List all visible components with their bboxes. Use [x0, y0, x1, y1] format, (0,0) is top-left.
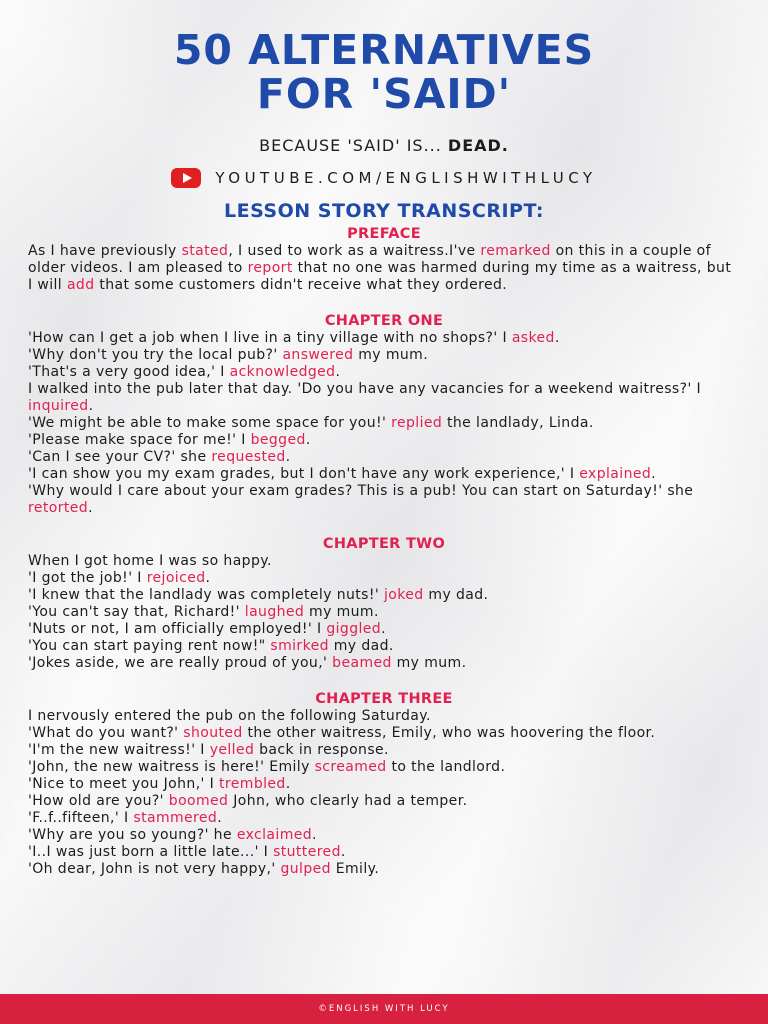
- said-alternative: shouted: [183, 725, 243, 741]
- said-alternative: asked: [511, 330, 555, 346]
- said-alternative: laughed: [244, 604, 305, 620]
- story-text: that no one was harmed during my time as a waitress, but I will: [28, 260, 732, 293]
- section-text: [28, 243, 740, 294]
- subtitle-text: BECAUSE 'SAID' IS...: [259, 136, 448, 155]
- story-text: 'We might be able to make some space for you!': [28, 415, 392, 431]
- story-text: 'I can show you my exam grades, but I don't have any work experience,' I: [28, 466, 580, 482]
- story-text: my dad.: [423, 587, 489, 603]
- story-line: [28, 483, 740, 517]
- story-text: 'How old are you?': [28, 793, 169, 809]
- story-text: When I got home I was so happy.: [28, 553, 272, 569]
- story-text: 'F..f..fifteen,' I: [28, 810, 134, 826]
- said-alternative: beamed: [332, 655, 392, 671]
- youtube-icon: [171, 168, 201, 188]
- story-text: .: [651, 466, 657, 482]
- story-line: [28, 432, 740, 449]
- story-text: 'Why don't you try the local pub?': [28, 347, 283, 363]
- story-text: 'Why would I care about your exam grades? This is a pub! You can start on Saturday!' she: [28, 483, 694, 499]
- story-line: [28, 827, 740, 844]
- story-text: my mum.: [304, 604, 379, 620]
- story-line: [28, 364, 740, 381]
- story-text: 'Please make space for me!' I: [28, 432, 251, 448]
- story-text: my dad.: [328, 638, 394, 654]
- story-text: .: [285, 776, 291, 792]
- story-text: .: [312, 827, 317, 843]
- story-text: to the landlord.: [386, 759, 506, 775]
- said-alternative: inquired: [28, 398, 89, 414]
- story-text: 'Nuts or not, I am officially employed!' I: [28, 621, 327, 637]
- story-text: .: [554, 330, 560, 346]
- said-alternative: report: [247, 260, 293, 276]
- story-text: .: [88, 398, 94, 414]
- story-text: my mum.: [353, 347, 429, 363]
- story-text: 'I..I was just born a little late...' I: [28, 844, 274, 860]
- story-line: [28, 793, 740, 810]
- said-alternative: screamed: [314, 759, 387, 775]
- said-alternative: stated: [181, 243, 229, 259]
- subtitle-bold: DEAD.: [447, 136, 509, 155]
- story-text: .: [335, 364, 341, 380]
- story-line: [28, 861, 740, 878]
- said-alternative: replied: [391, 415, 443, 431]
- title-line-2: FOR 'SAID': [256, 70, 512, 118]
- story-line: [28, 604, 740, 621]
- story-text: my mum.: [391, 655, 467, 671]
- story-body: [0, 225, 768, 878]
- footer-text: ©ENGLISH WITH LUCY: [318, 1004, 450, 1014]
- story-line: [28, 844, 740, 861]
- story-text: .: [305, 432, 311, 448]
- lesson-heading: LESSON STORY TRANSCRIPT:: [224, 200, 544, 222]
- story-line: [28, 742, 740, 759]
- story-line: [28, 655, 740, 672]
- story-line: [28, 759, 740, 776]
- said-alternative: retorted: [28, 500, 89, 516]
- story-text: .: [381, 621, 386, 637]
- story-line: [28, 621, 740, 638]
- title-line-1: 50 ALTERNATIVES: [173, 26, 595, 74]
- story-line: [28, 587, 740, 604]
- section-heading: CHAPTER TWO: [322, 536, 446, 552]
- said-alternative: explained: [579, 466, 652, 482]
- story-line: [28, 381, 740, 415]
- subtitle: [0, 136, 768, 155]
- story-text: 'You can start paying rent now!": [28, 638, 271, 654]
- said-alternative: stammered: [133, 810, 218, 826]
- youtube-row: [0, 167, 768, 189]
- story-text: 'You can't say that, Richard!': [28, 604, 245, 620]
- section-text: [28, 708, 740, 878]
- story-line: [28, 347, 740, 364]
- said-alternative: smirked: [270, 638, 329, 654]
- story-line: [28, 638, 740, 655]
- story-text: John, who clearly had a temper.: [228, 793, 468, 809]
- section-text: [28, 553, 740, 672]
- story-text: 'Oh dear, John is not very happy,': [28, 861, 281, 877]
- section-heading: PREFACE: [347, 226, 421, 242]
- said-alternative: add: [66, 277, 95, 293]
- story-text: I walked into the pub later that day. 'Do you have any vacancies for a weekend waitress?' I: [28, 381, 702, 397]
- story-text: the landlady, Linda.: [442, 415, 594, 431]
- story-text: .: [217, 810, 223, 826]
- said-alternative: trembled: [219, 776, 286, 792]
- story-line: [28, 776, 740, 793]
- said-alternative: rejoiced: [146, 570, 206, 586]
- story-line: [28, 570, 740, 587]
- story-line: [28, 466, 740, 483]
- story-text: back in response.: [254, 742, 389, 758]
- story-text: I nervously entered the pub on the following Saturday.: [28, 708, 431, 724]
- said-alternative: giggled: [326, 621, 382, 637]
- story-text: Emily.: [330, 861, 380, 877]
- said-alternative: acknowledged: [229, 364, 336, 380]
- said-alternative: joked: [383, 587, 424, 603]
- story-text: on this in a couple of older videos. I am pleased to: [28, 243, 711, 276]
- story-text: 'Nice to meet you John,' I: [28, 776, 220, 792]
- section-text: [28, 330, 740, 517]
- story-text: 'I got the job!' I: [28, 570, 147, 586]
- story-text: 'Why are you so young?' he: [28, 827, 237, 843]
- story-text: the other waitress, Emily, who was hoovering the floor.: [242, 725, 656, 741]
- story-line: [28, 708, 740, 725]
- story-text: , I used to work as a waitress.I've: [228, 243, 481, 259]
- story-text: 'That's a very good idea,' I: [28, 364, 230, 380]
- footer-bar: [0, 994, 768, 1024]
- story-line: [28, 725, 740, 742]
- story-line: [28, 553, 740, 570]
- said-alternative: begged: [250, 432, 306, 448]
- section-heading: CHAPTER ONE: [324, 313, 444, 329]
- said-alternative: remarked: [480, 243, 551, 259]
- youtube-url[interactable]: YOUTUBE.COM/ENGLISHWITHLUCY: [215, 169, 597, 187]
- story-text: 'I'm the new waitress!' I: [28, 742, 210, 758]
- story-line: [28, 330, 740, 347]
- story-text: 'How can I get a job when I live in a tiny village with no shops?' I: [28, 330, 512, 346]
- story-text: .: [340, 844, 346, 860]
- said-alternative: stuttered: [273, 844, 341, 860]
- story-text: As I have previously: [28, 243, 182, 259]
- story-text: .: [88, 500, 93, 516]
- said-alternative: requested: [211, 449, 286, 465]
- story-line: [28, 449, 740, 466]
- story-text: 'Jokes aside, we are really proud of you,': [28, 655, 333, 671]
- section-heading: CHAPTER THREE: [315, 691, 453, 707]
- said-alternative: yelled: [209, 742, 255, 758]
- said-alternative: gulped: [280, 861, 331, 877]
- story-text: that some customers didn't receive what they ordered.: [94, 277, 508, 293]
- said-alternative: exclaimed: [236, 827, 313, 843]
- story-line: [28, 810, 740, 827]
- said-alternative: answered: [282, 347, 354, 363]
- said-alternative: boomed: [168, 793, 229, 809]
- story-text: 'Can I see your CV?' she: [28, 449, 212, 465]
- story-line: [28, 415, 740, 432]
- story-text: 'John, the new waitress is here!' Emily: [28, 759, 315, 775]
- story-text: .: [205, 570, 211, 586]
- page-title: [0, 28, 768, 116]
- story-text: .: [285, 449, 291, 465]
- story-text: 'What do you want?': [28, 725, 184, 741]
- story-text: 'I knew that the landlady was completely nuts!': [28, 587, 384, 603]
- story-line: [28, 243, 740, 294]
